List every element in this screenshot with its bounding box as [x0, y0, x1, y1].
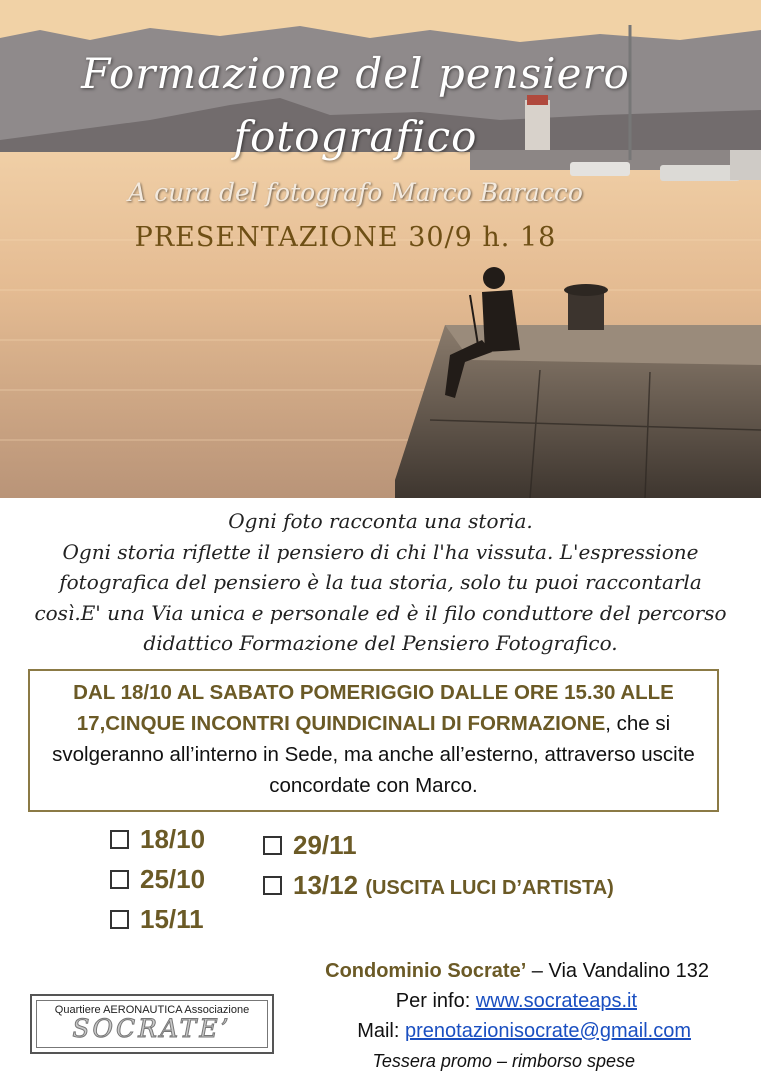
checkbox-icon: [110, 830, 129, 849]
socrate-logo: [30, 994, 274, 1054]
date-label: 13/12: [293, 870, 359, 900]
curator-line: A cura del fotografo Marco Baracco: [128, 178, 583, 207]
intro-line: Ogni foto racconta una storia.: [228, 509, 533, 533]
date-item: [263, 870, 614, 903]
info-label: Per info:: [395, 990, 476, 1012]
intro-line: didattico Formazione del Pensiero Fotografico.: [143, 631, 618, 655]
intro-line: fotografica del pensiero è la tua storia, solo tu puoi raccontarla: [59, 570, 702, 594]
schedule-details: , che si svolgeranno all’interno in Sede, ma anche all’esterno, attraverso uscite concordate con Marco.: [52, 712, 695, 797]
date-label: 18/10: [140, 824, 206, 854]
info-line: [396, 990, 637, 1013]
website-link[interactable]: www.socrateaps.it: [475, 990, 637, 1012]
date-label: 25/10: [140, 864, 206, 894]
date-note: (USCITA LUCI D’ARTISTA): [365, 877, 614, 899]
date-item: [110, 824, 205, 854]
logo-caption: Quartiere AERONAUTICA Associazione: [54, 1004, 250, 1016]
presentation-date: PRESENTAZIONE 30/9 h. 18: [134, 222, 557, 253]
venue-street: – Via Vandalino 132: [526, 960, 709, 982]
email-link[interactable]: prenotazionisocrate@gmail.com: [405, 1020, 691, 1042]
hero-photo: [0, 0, 761, 498]
date-label: 15/11: [140, 904, 204, 934]
intro-line: così.E' una Via unica e personale ed è il filo conduttore del percorso: [34, 600, 727, 625]
checkbox-icon: [110, 910, 129, 929]
poster-title-line1: Formazione del pensiero: [81, 49, 630, 98]
checkbox-icon: [263, 836, 282, 855]
date-item: [110, 904, 204, 934]
tessera-note: Tessera promo – rimborso spese: [372, 1051, 635, 1071]
checkbox-icon: [263, 876, 282, 895]
poster-title-line2: fotografico: [233, 112, 478, 161]
mail-label: Mail:: [357, 1020, 405, 1042]
intro-line: Ogni storia riflette il pensiero di chi l'ha vissuta. L'espressione: [62, 539, 699, 564]
boat: [570, 162, 630, 176]
checkbox-icon: [110, 870, 129, 889]
date-item: [263, 830, 357, 860]
schedule-box: [28, 669, 719, 812]
date-item: [110, 864, 205, 894]
intro-text: [10, 506, 751, 659]
mail-line: [357, 1020, 691, 1043]
venue-address: [325, 960, 709, 983]
logo-wordmark: SOCRATE’: [72, 1014, 232, 1043]
date-label: 29/11: [293, 830, 357, 860]
schedule-highlight: DAL 18/10 AL SABATO POMERIGGIO DALLE ORE 15.30 ALLE 17,CINQUE INCONTRI QUINDICINALI DI FORMAZIONE: [73, 681, 674, 735]
venue-name: Condominio Socrate’: [325, 960, 527, 982]
